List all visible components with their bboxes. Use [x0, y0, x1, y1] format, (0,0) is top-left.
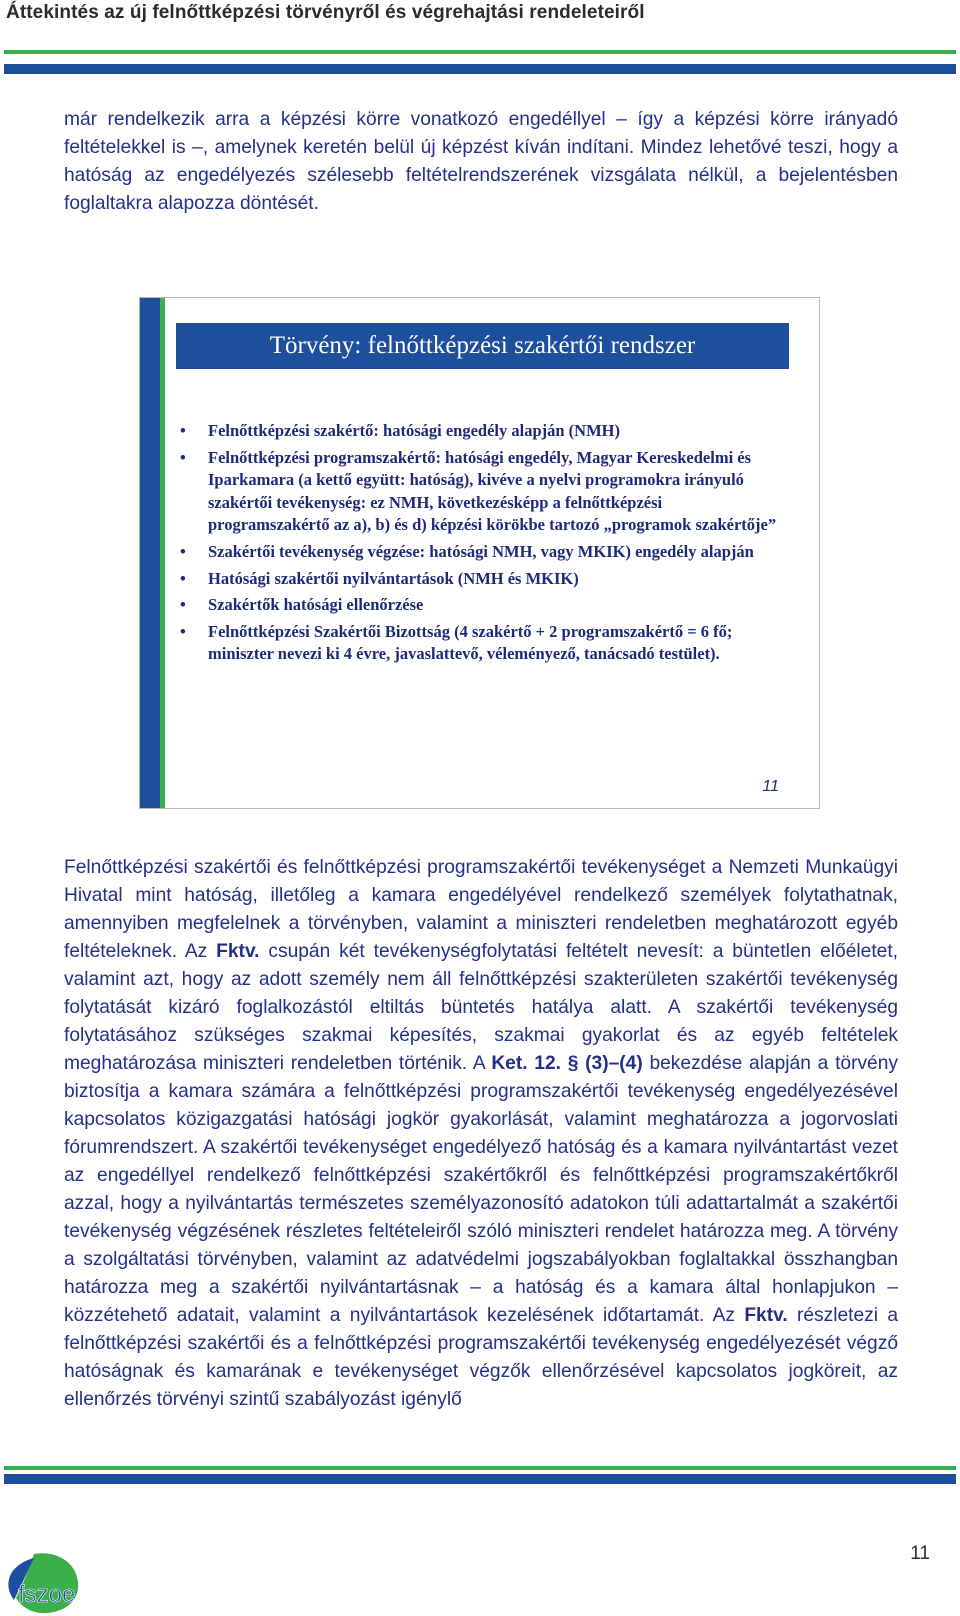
intro-paragraph: már rendelkezik arra a képzési körre vonatkozó engedéllyel – így a képzési körre irányadó feltételekkel is –, amelynek keretén belül új képzést kíván indítani. Mindez lehetővé teszi, hogy a hatóság az engedélyezés szélesebb feltételrendszerének vizsgálata nélkül, a bejelentésben foglaltakra alapozza döntését. — [64, 109, 898, 214]
slide-bullet: • Hatósági szakértői nyilvántartások (NMH és MKIK) — [180, 568, 780, 591]
slide-bullet: • Szakértői tevékenység végzése: hatósági NMH, vagy MKIK) engedély alapján — [180, 541, 780, 564]
slide-bullet: • Szakértők hatósági ellenőrzése — [180, 594, 780, 617]
slide-bullet: • Felnőttképzési szakértő: hatósági engedély alapján (NMH) — [180, 420, 780, 443]
slide-number: 11 — [762, 778, 779, 795]
header-rule-blue — [4, 64, 956, 74]
page-number: 11 — [910, 1543, 930, 1564]
svg-text:fszoe: fszoe — [18, 1581, 76, 1608]
footer-rule-blue — [4, 1474, 956, 1484]
main-paragraph-text: bekezdése alapján a törvény biztosítja a kamara számára a felnőttképzési programszakértői tevékenység engedélyezésével kapcsolatos közigazgatási hatósági jogkör gyakorlását, valamint meghatározza a jogorvoslati fórumrendszert. A szakértői tevékenységet engedélyező hatóság és a kamara nyilvántartást vezet az engedéllyel rendelkező felnőttképzési szakértőkről és felnőttképzési programszakértőkről azzal, hogy a nyilvántartás természetes személyazonosító adatokon túli adattartalmát a szakértői tevékenység végzésének részletes feltételeiről szóló miniszteri rendelet határozza meg. A törvény a szolgáltatási törvényben, valamint az adatvédelmi jogszabályokban foglaltakkal összhangban határozza meg a szakértői nyilvántartásnak – a hatóság és a kamara által honlapjukon – közzétehető adatait, valamint a nyilvántartások kezelésének időtartamát. Az — [64, 1053, 898, 1326]
law-reference-fktv: Fktv. — [744, 1305, 788, 1326]
header-title: Áttekintés az új felnőttképzési törvényről és végrehajtási rendeleteiről — [6, 2, 645, 23]
slide-bullet-list — [180, 420, 780, 670]
fszoe-logo — [4, 1552, 90, 1614]
law-reference-ket: Ket. 12. § (3)–(4) — [491, 1053, 643, 1074]
slide-bullet: • Felnőttképzési Szakértői Bizottság (4 szakértő + 2 programszakértő = 6 fő; miniszter nevezi ki 4 évre, javaslattevő, véleményező, tanácsadó testület). — [180, 621, 780, 666]
main-paragraph — [64, 854, 898, 1414]
slide-bullet: • Felnőttképzési programszakértő: hatósági engedély, Magyar Kereskedelmi és Iparkamara (a kettő együtt: hatóság), kivéve a nyelvi programokra irányuló szakértői tevékenység: ez NMH, következésképp a felnőttképzési programszakértő az a), b) és d) képzési körökbe tartozó „programok szakértője” — [180, 447, 780, 537]
main-paragraph-text: Felnőttképzési szakértői és felnőttképzési programszakértői tevékenységet a Nemzeti Munkaügyi Hivatal mint hatóság, illetőleg a kamara engedélyével rendelkező személyek folytathatnak, amennyiben megfelelnek a törvényben, valamint a miniszteri rendeletben meghatározott egyéb feltételeknek. Az — [64, 857, 898, 962]
main-paragraph-text: részletezi a felnőttképzési szakértői és a felnőttképzési programszakértői tevékenység engedélyezését végző hatóságnak és kamarának e tevékenységet végzők ellenőrzésével kapcsolatos jogköreit, az ellenőrzés törvényi szintű szabályozást igénylő — [64, 1305, 899, 1410]
slide-stripe-blue — [140, 298, 160, 808]
law-reference-fktv: Fktv. — [216, 941, 260, 962]
slide-title: Törvény: felnőttképzési szakértői rendszer — [176, 323, 789, 369]
header-rule-green — [4, 50, 956, 54]
footer-rule-green — [4, 1466, 956, 1470]
main-paragraph-text: csupán két tevékenységfolytatási feltételt nevesít: a büntetlen előéletet, valamint azt, hogy az adott személy nem áll felnőttképzési szakterületen szakértői tevékenység folytatását kizáró foglalkozástól eltiltás büntetés hatálya alatt. A szakértői tevékenység folytatásához szükséges szakmai képesítés, szakmai gyakorlat és az egyéb feltételek meghatározása miniszteri rendeletben történik. A — [64, 941, 898, 1074]
slide-image — [139, 297, 820, 809]
slide-stripe-green — [160, 298, 165, 808]
